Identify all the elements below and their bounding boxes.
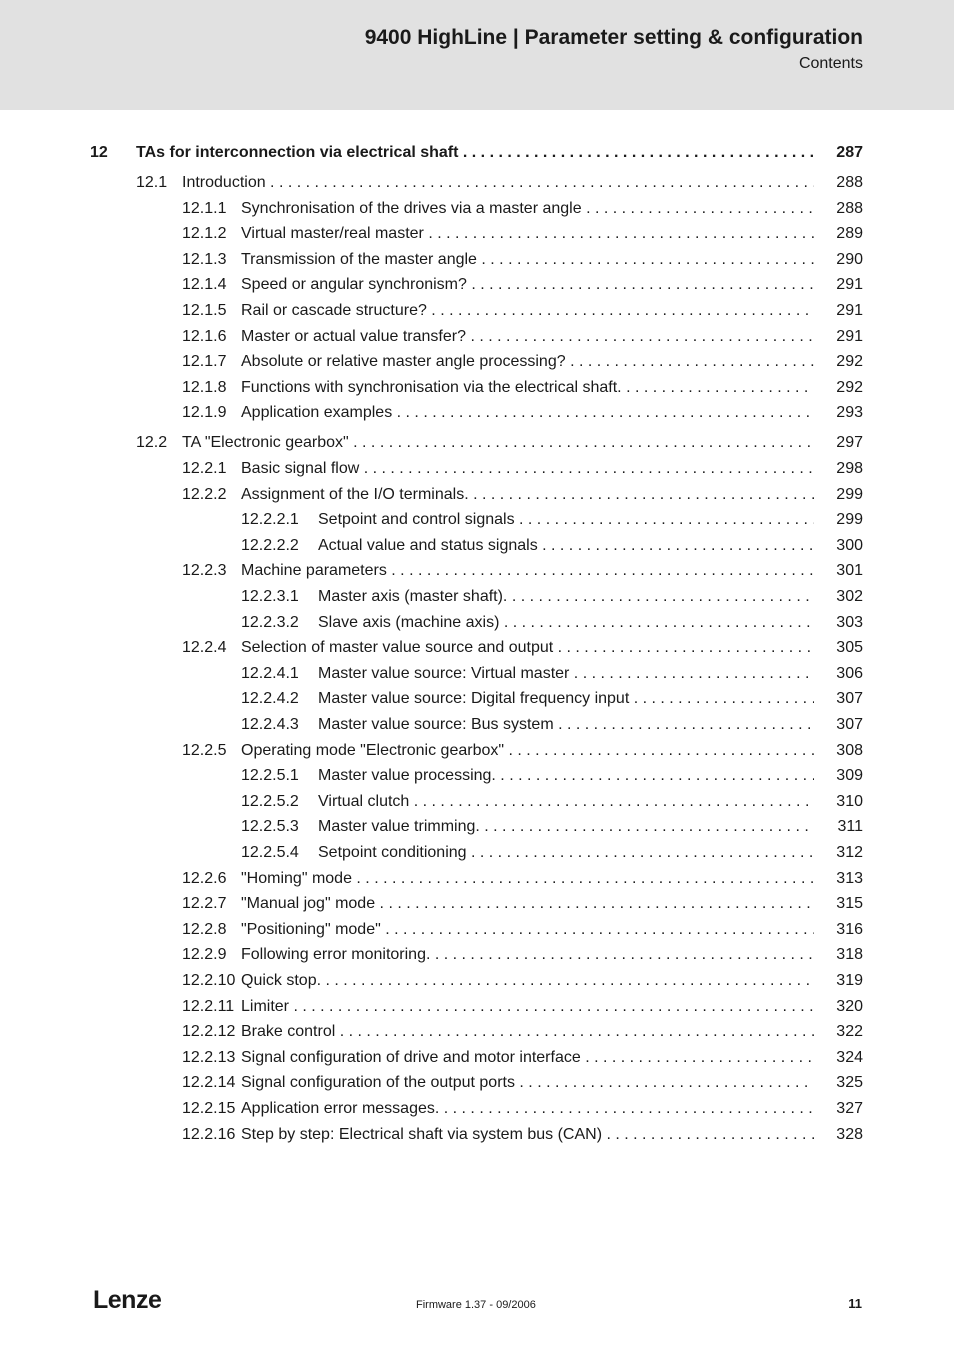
toc-entry-page: 309 <box>836 767 863 785</box>
toc-entry[interactable] <box>0 586 954 608</box>
toc-entry-page: 287 <box>836 144 863 161</box>
toc-entry-page: 308 <box>836 741 863 759</box>
toc-entry-page: 288 <box>836 199 863 217</box>
toc-entry-page: 302 <box>836 588 863 605</box>
toc-entry-number: 12.2.9 <box>182 946 227 964</box>
toc-entry-title: Master axis (master shaft). . . . <box>318 586 814 608</box>
toc-entry-number: 12.2.10 <box>182 972 236 989</box>
toc-entry[interactable] <box>0 458 954 480</box>
toc-entry[interactable] <box>0 223 954 245</box>
toc-entry-title: "Positioning" mode" . . . <box>241 919 814 941</box>
toc-entry[interactable] <box>0 893 954 915</box>
toc-entry-page: 301 <box>836 562 863 580</box>
toc-entry-title: Application examples . . . <box>241 402 814 424</box>
toc-entry-page: 307 <box>836 716 863 733</box>
toc-entry[interactable] <box>0 432 954 454</box>
toc-entry-page: 322 <box>836 1023 863 1041</box>
toc-entry-page: 299 <box>836 485 863 503</box>
toc-entry-page: 327 <box>836 1100 863 1117</box>
toc-entry-page: 297 <box>836 434 863 452</box>
toc-entry-title: Master value source: Virtual master . . . <box>318 663 814 685</box>
toc-entry-title: "Homing" mode . . . <box>241 868 814 890</box>
toc-entry-page: 319 <box>836 972 863 989</box>
toc-entry-title: Step by step: Electrical shaft via system bus (CAN) . . . <box>241 1124 814 1146</box>
toc-entry-number: 12.2.14 <box>182 1074 236 1092</box>
page-header <box>0 0 954 110</box>
toc-entry-number: 12.2.5.1 <box>241 767 299 785</box>
toc-entry-number: 12.2.5.3 <box>241 818 299 836</box>
toc-entry-title: Signal configuration of drive and motor interface . . . <box>241 1047 814 1069</box>
toc-entry-number: 12.2.13 <box>182 1048 236 1066</box>
toc-entry[interactable] <box>0 509 954 531</box>
toc-entry-page: 299 <box>836 511 863 529</box>
toc-entry-number: 12.2 <box>136 434 168 452</box>
toc-entry-title: Functions with synchronisation via the electrical shaft. . . . <box>241 377 814 399</box>
toc-entry[interactable] <box>0 688 954 710</box>
toc-entry[interactable] <box>0 996 954 1018</box>
toc-entry-page: 316 <box>836 920 863 938</box>
toc-entry-page: 292 <box>836 378 863 396</box>
toc-entry[interactable] <box>0 612 954 634</box>
toc-entry-number: 12.2.2.1 <box>241 511 299 529</box>
toc-entry[interactable] <box>0 944 954 966</box>
toc-entry-page: 289 <box>836 225 863 243</box>
toc-entry-title: Setpoint conditioning . . . <box>318 842 814 864</box>
toc-entry[interactable] <box>0 714 954 736</box>
toc-entry-page: 320 <box>836 997 863 1015</box>
toc-entry[interactable] <box>0 560 954 582</box>
toc-entry-number: 12.1.7 <box>182 353 227 371</box>
page-number: 11 <box>848 1296 862 1311</box>
toc-entry-title: Limiter . . . <box>241 996 814 1018</box>
toc-entry-title: Master value source: Digital frequency input . . . <box>318 688 814 710</box>
toc-entry-number: 12.1.1 <box>182 199 227 217</box>
toc-entry-title: Rail or cascade structure? . . . <box>241 300 814 322</box>
toc-entry-title: Machine parameters . . . <box>241 560 814 582</box>
toc-entry[interactable] <box>0 484 954 506</box>
toc-entry-number: 12.2.16 <box>182 1125 236 1143</box>
toc-entry-number: 12 <box>90 144 108 161</box>
toc-entry-title: TAs for interconnection via electrical shaft . . . <box>136 142 818 164</box>
toc-entry-page: 325 <box>836 1074 863 1092</box>
toc-entry-title: Quick stop. . . . <box>241 970 814 992</box>
toc-entry-page: 292 <box>836 353 863 371</box>
toc-entry-title: Application error messages. . . . <box>241 1098 814 1120</box>
toc-entry-number: 12.2.8 <box>182 920 227 938</box>
toc-entry-page: 300 <box>836 536 863 554</box>
toc-entry-number: 12.2.2.2 <box>241 536 299 554</box>
toc-entry-number: 12.2.3.2 <box>241 613 299 631</box>
toc-entry-number: 12.2.5 <box>182 741 227 759</box>
toc-entry-page: 312 <box>836 844 863 861</box>
toc-entry-page: 307 <box>836 690 863 708</box>
toc-entry-page: 290 <box>836 250 863 268</box>
toc-entry-number: 12.2.4.2 <box>241 690 299 708</box>
toc-entry-title: Assignment of the I/O terminals. . . . <box>241 484 814 506</box>
toc-entry[interactable] <box>0 1072 954 1094</box>
toc-entry[interactable] <box>0 765 954 787</box>
toc-entry-title: Transmission of the master angle . . . <box>241 249 814 271</box>
toc-entry[interactable] <box>0 326 954 348</box>
toc-entry[interactable] <box>0 274 954 296</box>
toc-entry-number: 12.1.5 <box>182 302 227 319</box>
toc-entry-number: 12.2.5.2 <box>241 792 299 810</box>
toc-entry[interactable] <box>0 919 954 941</box>
toc-entry[interactable] <box>0 300 954 322</box>
toc-entry[interactable] <box>0 198 954 220</box>
toc-entry-number: 12.2.15 <box>182 1100 236 1117</box>
toc-entry-title: Operating mode "Electronic gearbox" . . . <box>241 740 814 762</box>
toc-entry-number: 12.2.5.4 <box>241 844 299 861</box>
toc-entry-page: 288 <box>836 174 863 191</box>
toc-entry[interactable] <box>0 1021 954 1043</box>
toc-entry-number: 12.2.4.1 <box>241 664 299 682</box>
toc-entry[interactable] <box>0 970 954 992</box>
toc-entry[interactable] <box>0 535 954 557</box>
toc-entry-page: 293 <box>836 404 863 422</box>
toc-entry-number: 12.2.11 <box>182 997 235 1015</box>
toc-entry-title: Master value processing. . . . <box>318 765 814 787</box>
toc-entry[interactable] <box>0 1047 954 1069</box>
toc-entry-title: Speed or angular synchronism? . . . <box>241 274 814 296</box>
toc-entry[interactable] <box>0 402 954 424</box>
toc-entry[interactable] <box>0 351 954 373</box>
toc-entry-number: 12.2.7 <box>182 895 227 913</box>
toc-entry-number: 12.1.3 <box>182 250 227 268</box>
section-name: Contents <box>798 55 863 72</box>
toc-entry-number: 12.1.6 <box>182 327 227 345</box>
toc-entry-page: 318 <box>836 946 863 964</box>
toc-entry-title: Slave axis (machine axis) . . . <box>318 612 814 634</box>
toc-entry-page: 310 <box>836 792 863 810</box>
toc-entry-title: Synchronisation of the drives via a master angle . . . <box>241 198 814 220</box>
toc-entry-title: Setpoint and control signals . . . <box>318 509 814 531</box>
toc-entry-title: Master or actual value transfer? . . . <box>241 326 814 348</box>
toc-entry-title: TA "Electronic gearbox" . . . <box>182 432 814 454</box>
toc-entry[interactable] <box>0 172 954 194</box>
toc-entry-title: Absolute or relative master angle processing? . . . <box>241 351 814 373</box>
toc-entry-number: 12.2.1 <box>182 460 227 477</box>
toc-entry-number: 12.2.4 <box>182 639 227 657</box>
toc-entry-page: 313 <box>836 869 863 887</box>
toc-entry-page: 291 <box>836 327 863 345</box>
toc-entry-page: 291 <box>836 302 863 319</box>
toc-entry-title: Master value trimming. . . . <box>318 816 814 838</box>
toc-entry-title: Introduction . . . <box>182 172 814 194</box>
toc-entry[interactable] <box>0 1124 954 1146</box>
toc-entry-title: "Manual jog" mode . . . <box>241 893 814 915</box>
toc-entry[interactable] <box>0 740 954 762</box>
toc-entry-page: 324 <box>836 1048 863 1066</box>
toc-entry-title: Brake control . . . <box>241 1021 814 1043</box>
toc-entry-title: Virtual clutch . . . <box>318 791 814 813</box>
toc-entry-page: 305 <box>836 639 863 657</box>
toc-entry-number: 12.2.6 <box>182 869 227 887</box>
toc-entry[interactable] <box>0 868 954 890</box>
toc-entry-number: 12.2.2 <box>182 485 227 503</box>
toc-entry-page: 306 <box>836 664 863 682</box>
toc-entry[interactable] <box>0 842 954 864</box>
toc-entry-number: 12.1.8 <box>182 378 227 396</box>
toc-entry-number: 12.2.3.1 <box>241 588 299 605</box>
toc-entry[interactable] <box>0 816 954 838</box>
firmware-version: Firmware 1.37 - 09/2006 <box>416 1299 536 1311</box>
toc-entry[interactable] <box>0 249 954 271</box>
toc-entry[interactable] <box>0 377 954 399</box>
toc-entry[interactable] <box>0 791 954 813</box>
toc-entry-title: Virtual master/real master . . . <box>241 223 814 245</box>
toc-entry[interactable] <box>0 1098 954 1120</box>
toc-entry-number: 12.2.4.3 <box>241 716 299 733</box>
toc-entry-number: 12.2.12 <box>182 1023 236 1041</box>
toc-entry-number: 12.1 <box>136 174 168 191</box>
toc-entry-title: Actual value and status signals . . . <box>318 535 814 557</box>
toc-entry-number: 12.2.3 <box>182 562 227 580</box>
toc-entry-page: 315 <box>836 895 863 913</box>
toc-entry-page: 291 <box>836 276 863 294</box>
toc-entry-title: Signal configuration of the output ports . . . <box>241 1072 814 1094</box>
toc-entry[interactable] <box>0 142 954 164</box>
toc-entry-title: Master value source: Bus system . . . <box>318 714 814 736</box>
toc-entry[interactable] <box>0 637 954 659</box>
toc-entry-title: Selection of master value source and output . . . <box>241 637 814 659</box>
toc-entry-number: 12.1.2 <box>182 225 227 243</box>
document-title: 9400 HighLine | Parameter setting & configuration <box>364 26 863 49</box>
toc-entry-title: Following error monitoring. . . . <box>241 944 814 966</box>
toc-entry-number: 12.1.4 <box>182 276 227 294</box>
toc-entry-title: Basic signal flow . . . <box>241 458 814 480</box>
toc-entry-page: 311 <box>837 818 863 836</box>
toc-entry[interactable] <box>0 663 954 685</box>
toc-entry-page: 298 <box>836 460 863 477</box>
toc-entry-page: 328 <box>836 1125 863 1143</box>
toc-entry-page: 303 <box>836 613 863 631</box>
lenze-logo: Lenze <box>93 1286 162 1314</box>
toc-entry-number: 12.1.9 <box>182 404 227 422</box>
